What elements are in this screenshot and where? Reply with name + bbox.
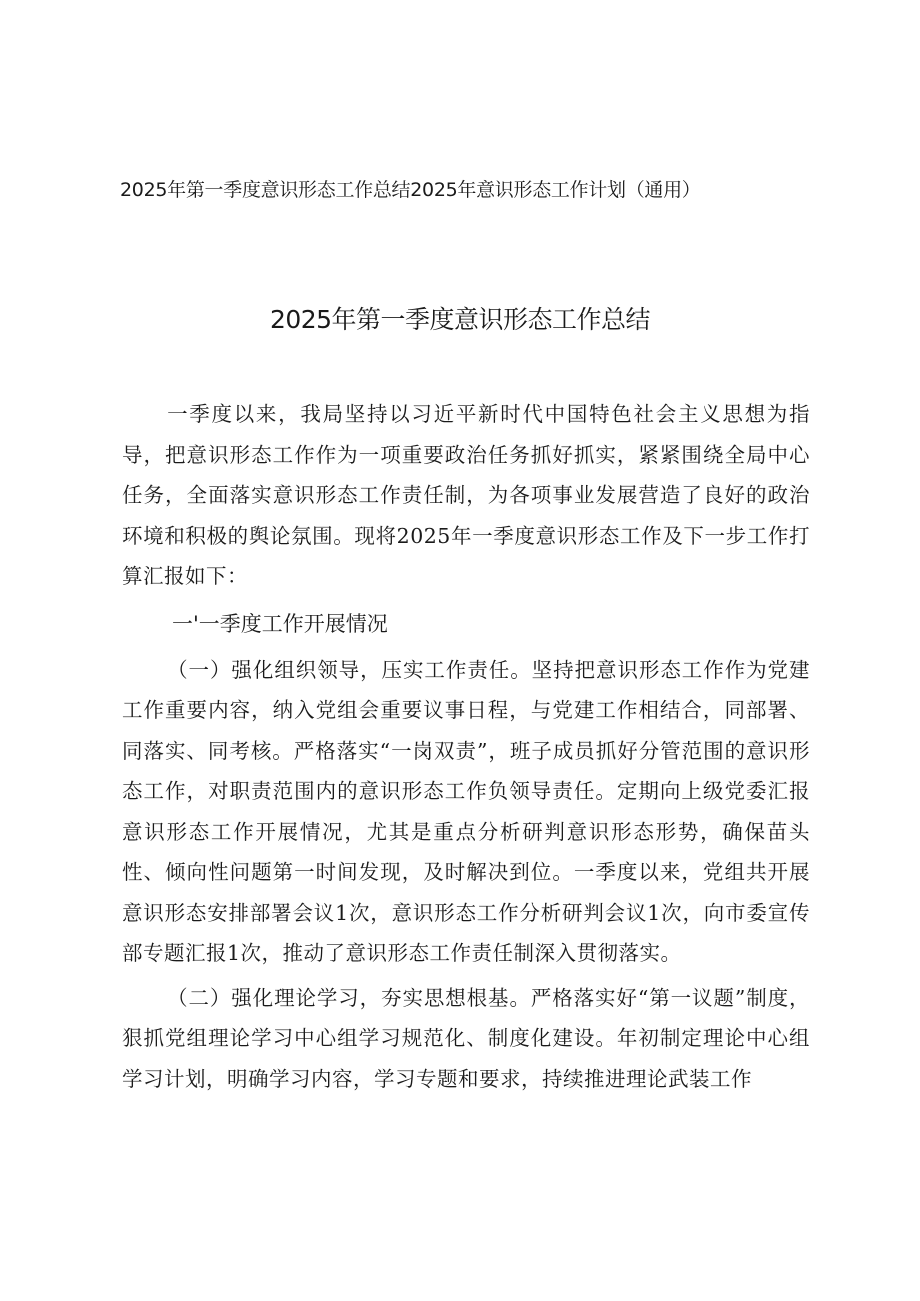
intro-paragraph: 一季度以来，我局坚持以习近平新时代中国特色社会主义思想为指导，把意识形态工作作为一项重要政治任务抓好抓实，紧紧围绕全局中心任务，全面落实意识形态工作责任制，为各项事业发展营造了良好的政治环境和积极的舆论氛围。现将2025年一季度意识形态工作及下一步工作打算汇报如下： [122,402,810,588]
body-paragraph: （二）强化理论学习，夯实思想根基。严格落实好“第一议题”制度，狠抓党组理论学习中心组学习规范化、制度化建设。年初制定理论中心组学习计划，明确学习内容，学习专题和要求，持续推进理论武装工作 [122,985,810,1091]
body-paragraph: （一）强化组织领导，压实工作责任。坚持把意识形态工作作为党建工作重要内容，纳入党组会重要议事日程，与党建工作相结合，同部署、同落实、同考核。严格落实“一岗双责”，班子成员抓好分管范围的意识形态工作，对职责范围内的意识形态工作负领导责任。定期向上级党委汇报意识形态工作开展情况，尤其是重点分析研判意识形态形势，确保苗头性、倾向性问题第一时间发现，及时解决到位。一季度以来，党组共开展意识形态安排部署会议1次，意识形态工作分析研判会议1次，向市委宣传部专题汇报1次，推动了意识形态工作责任制深入贯彻落实。 [122,657,810,965]
section-heading: 一'一季度工作开展情况 [172,611,388,636]
document-title: 2025年第一季度意识形态工作总结 [269,305,651,334]
document-header: 2025年第一季度意识形态工作总结2025年意识形态工作计划（通用） [120,179,701,201]
document-body [122,394,810,1099]
